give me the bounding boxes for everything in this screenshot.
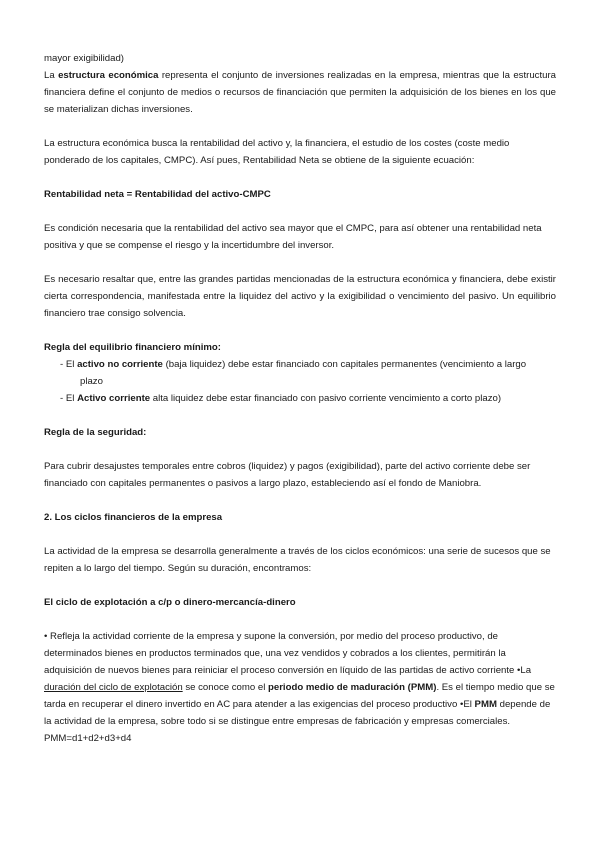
text: La bbox=[44, 70, 59, 81]
text: representa el conjunto de inversiones realizadas en la empresa, mientras que la estructura financiera define el conjunto de medios o recursos de financiación que permiten la adquisición de los bienes en los que se materializan dichas inversiones. bbox=[44, 70, 556, 115]
paragraph-fragment: mayor exigibilidad) bbox=[44, 53, 124, 64]
heading-regla-seguridad bbox=[44, 424, 556, 441]
text: • Refleja la actividad corriente de la empresa y supone la conversión, por medio del proceso productivo, de determinados bienes en productos terminados que, una vez vendidos y cobrados a los clientes, permitirán la adquisición de nuevos bienes para reiniciar el proceso conversión en líquido de las partidas de activo corriente •La bbox=[44, 631, 532, 676]
text: se conoce como el bbox=[182, 682, 268, 693]
heading-text: Regla de la seguridad: bbox=[44, 427, 147, 438]
paragraph-estructura bbox=[44, 67, 556, 118]
heading-text: Regla del equilibrio financiero mínimo: bbox=[44, 342, 221, 353]
list-regla-minimo bbox=[44, 356, 556, 407]
paragraph-rentabilidad: La estructura económica busca la rentabilidad del activo y, la financiera, el estudio de los costes (coste medio ponderado de los capitales, CMPC). Así pues, Rentabilidad Neta se obtiene de la siguiente ecuación: bbox=[44, 138, 510, 166]
list-item bbox=[52, 356, 556, 373]
section-heading bbox=[44, 509, 556, 526]
paragraph-seguridad: Para cubrir desajustes temporales entre cobros (liquidez) y pagos (exigibilidad), parte del activo corriente debe ser financiado con capitales permanentes o pasivos a largo plazo, estableciendo así el fondo de Maniobra. bbox=[44, 461, 531, 489]
paragraph-ciclos: La actividad de la empresa se desarrolla generalmente a través de los ciclos económicos: una serie de sucesos que se repiten a lo largo del tiempo. Según su duración, encontramos: bbox=[44, 546, 551, 574]
text: depende de la actividad de la empresa, sobre todo si se distingue entre empresas de fabricación y empresas comerciales. PMM=d1+d2+d3+d4 bbox=[44, 699, 551, 744]
list-item bbox=[52, 390, 556, 407]
heading-text: 2. Los ciclos financieros de la empresa bbox=[44, 512, 223, 523]
formula-text: Rentabilidad neta = Rentabilidad del activo-CMPC bbox=[44, 189, 271, 200]
bold-term: periodo medio de maduración (PMM) bbox=[268, 682, 437, 693]
text: - El bbox=[60, 359, 78, 370]
text: alta liquidez debe estar financiado con pasivo corriente vencimiento a corto plazo) bbox=[150, 393, 502, 404]
text: (baja liquidez) debe estar financiado con capitales permanentes (vencimiento a largo bbox=[162, 359, 527, 370]
text: . Es el tiempo medio que se tarda en recuperar el dinero invertido en AC para atender a las exigencias del proceso productivo •El bbox=[44, 682, 555, 710]
heading-regla-minimo bbox=[44, 339, 556, 356]
heading-ciclo-explotacion bbox=[44, 594, 556, 611]
paragraph-condicion: Es condición necesaria que la rentabilidad del activo sea mayor que el CMPC, para así obtener una rentabilidad neta positiva y que se compense el riesgo y la incertidumbre del inversor. bbox=[44, 223, 542, 251]
heading-text: El ciclo de explotación a c/p o dinero-mercancía-dinero bbox=[44, 597, 296, 608]
underlined-term: duración del ciclo de explotación bbox=[44, 682, 183, 693]
text: - El bbox=[60, 393, 78, 404]
bold-term: Activo corriente bbox=[77, 393, 151, 404]
paragraph-ciclo bbox=[44, 628, 556, 747]
bold-term: PMM bbox=[474, 699, 497, 710]
bold-term: activo no corriente bbox=[77, 359, 163, 370]
formula-heading bbox=[44, 186, 556, 203]
list-item-continuation: plazo bbox=[80, 376, 103, 387]
paragraph-resaltar: Es necesario resaltar que, entre las grandes partidas mencionadas de la estructura económica y financiera, debe existir cierta correspondencia, manifestada entre la liquidez del activo y la exigibilidad o vencimiento del pasivo. Un equilibrio financiero trae consigo solvencia. bbox=[44, 274, 556, 319]
bold-term: estructura económica bbox=[58, 70, 159, 81]
